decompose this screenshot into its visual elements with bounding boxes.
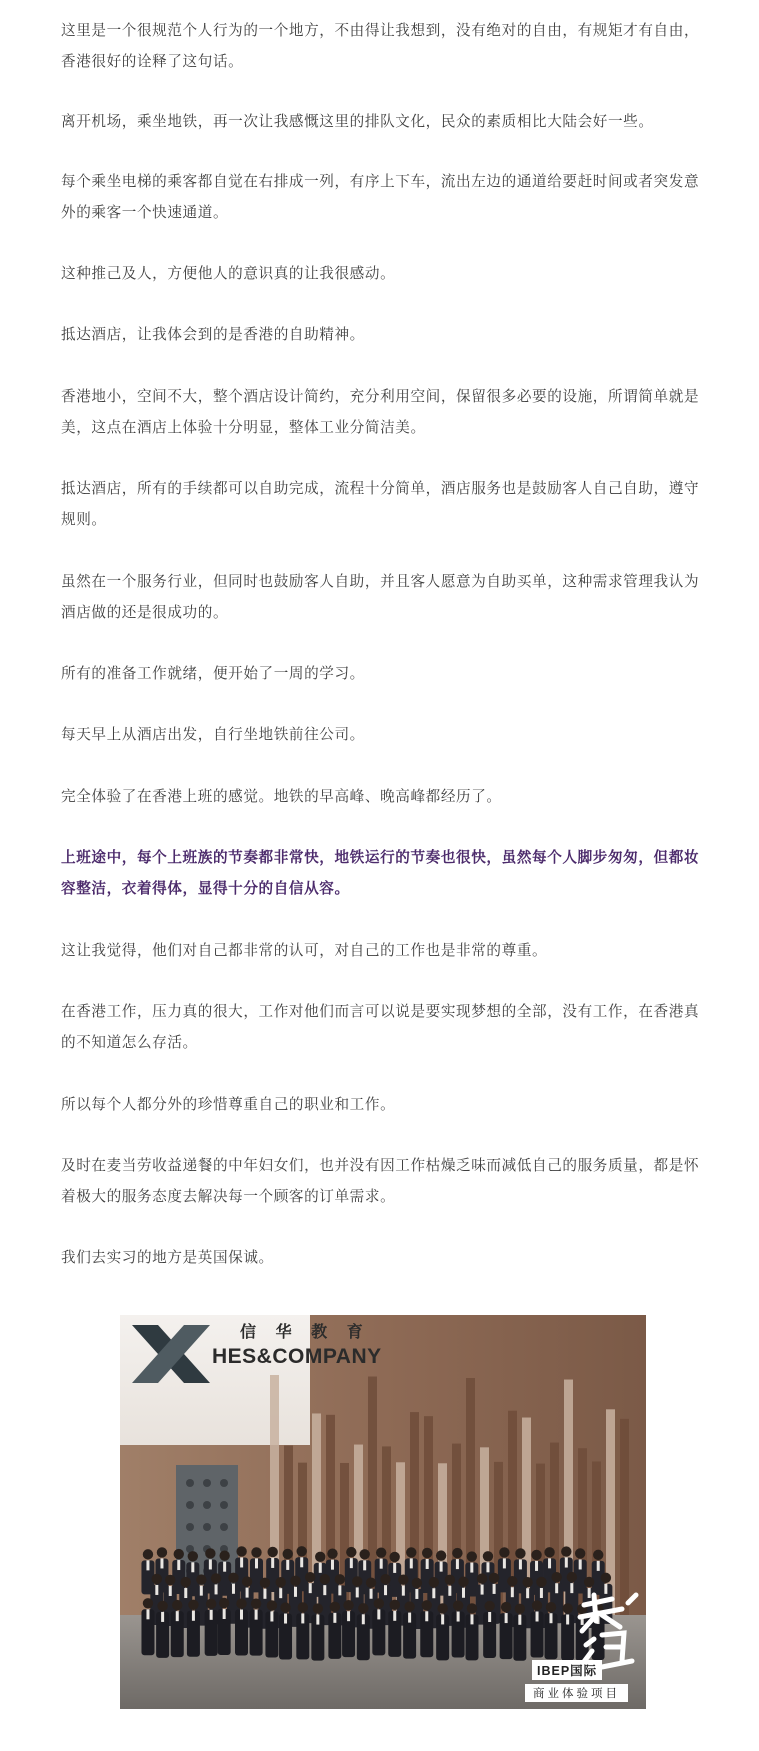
paragraph: 这种推己及人，方便他人的意识真的让我很感动。 bbox=[61, 265, 396, 282]
paragraph: 及时在麦当劳收益递餐的中年妇女们，也并没有因工作枯燥乏味而减低自己的服务质量，都是怀着极大的服务态度去解决每一个顾客的订单需求。 bbox=[61, 1157, 700, 1205]
paragraph: 每个乘坐电梯的乘客都自觉在右排成一列，有序上下车，流出左边的通道给要赶时间或者突发意外的乘客一个快速通道。 bbox=[61, 173, 700, 221]
paragraph: 这让我觉得，他们对自己都非常的认可，对自己的工作也是非常的尊重。 bbox=[61, 942, 548, 959]
group-photo bbox=[120, 1315, 646, 1709]
xhes-logo-mark bbox=[128, 1323, 214, 1385]
paragraph: 抵达酒店，所有的手续都可以自助完成，流程十分简单，酒店服务也是鼓励客人自己自助，遵守规则。 bbox=[61, 480, 700, 528]
paragraph: 所以每个人都分外的珍惜尊重自己的职业和工作。 bbox=[61, 1096, 396, 1113]
paragraph: 完全体验了在香港上班的感觉。地铁的早高峰、晚高峰都经历了。 bbox=[61, 788, 502, 805]
paragraph: 所有的准备工作就绪，便开始了一周的学习。 bbox=[61, 665, 365, 682]
logo-chinese-name: 信 华 教 育 bbox=[240, 1322, 370, 1341]
paragraph: 这里是一个很规范个人行为的一个地方，不由得让我想到，没有绝对的自由，有规矩才有自由，香港很好的诠释了这句话。 bbox=[61, 22, 700, 70]
paragraph: 抵达酒店，让我体会到的是香港的自助精神。 bbox=[61, 326, 365, 343]
program-badge: IBEP国际 bbox=[532, 1660, 602, 1680]
paragraph: 在香港工作，压力真的很大，工作对他们而言可以说是要实现梦想的全部，没有工作，在香港真的不知道怎么存活。 bbox=[61, 1003, 700, 1051]
paragraph: 香港地小，空间不大，整个酒店设计简约，充分利用空间，保留很多必要的设施，所谓简单就是美，这点在酒店上体验十分明显，整体工业分简洁美。 bbox=[61, 388, 700, 436]
paragraph: 我们去实习的地方是英国保诚。 bbox=[61, 1249, 274, 1266]
paragraph: 离开机场，乘坐地铁，再一次让我感慨这里的排队文化，民众的素质相比大陆会好一些。 bbox=[61, 113, 654, 130]
program-caption: 商业体验项目 bbox=[525, 1684, 628, 1702]
paragraph: 每天早上从酒店出发，自行坐地铁前往公司。 bbox=[61, 726, 365, 743]
emphasized-paragraph: 上班途中，每个上班族的节奏都非常快，地铁运行的节奏也很快，虽然每个人脚步匆匆，但都妆容整洁，衣着得体，显得十分的自信从容。 bbox=[61, 849, 700, 897]
logo-english-name: HES&COMPANY bbox=[212, 1345, 382, 1368]
paragraph: 虽然在一个服务行业，但同时也鼓励客人自助，并且客人愿意为自助买单，这种需求管理我认为酒店做的还是很成功的。 bbox=[61, 573, 700, 621]
crowd bbox=[141, 1546, 612, 1661]
